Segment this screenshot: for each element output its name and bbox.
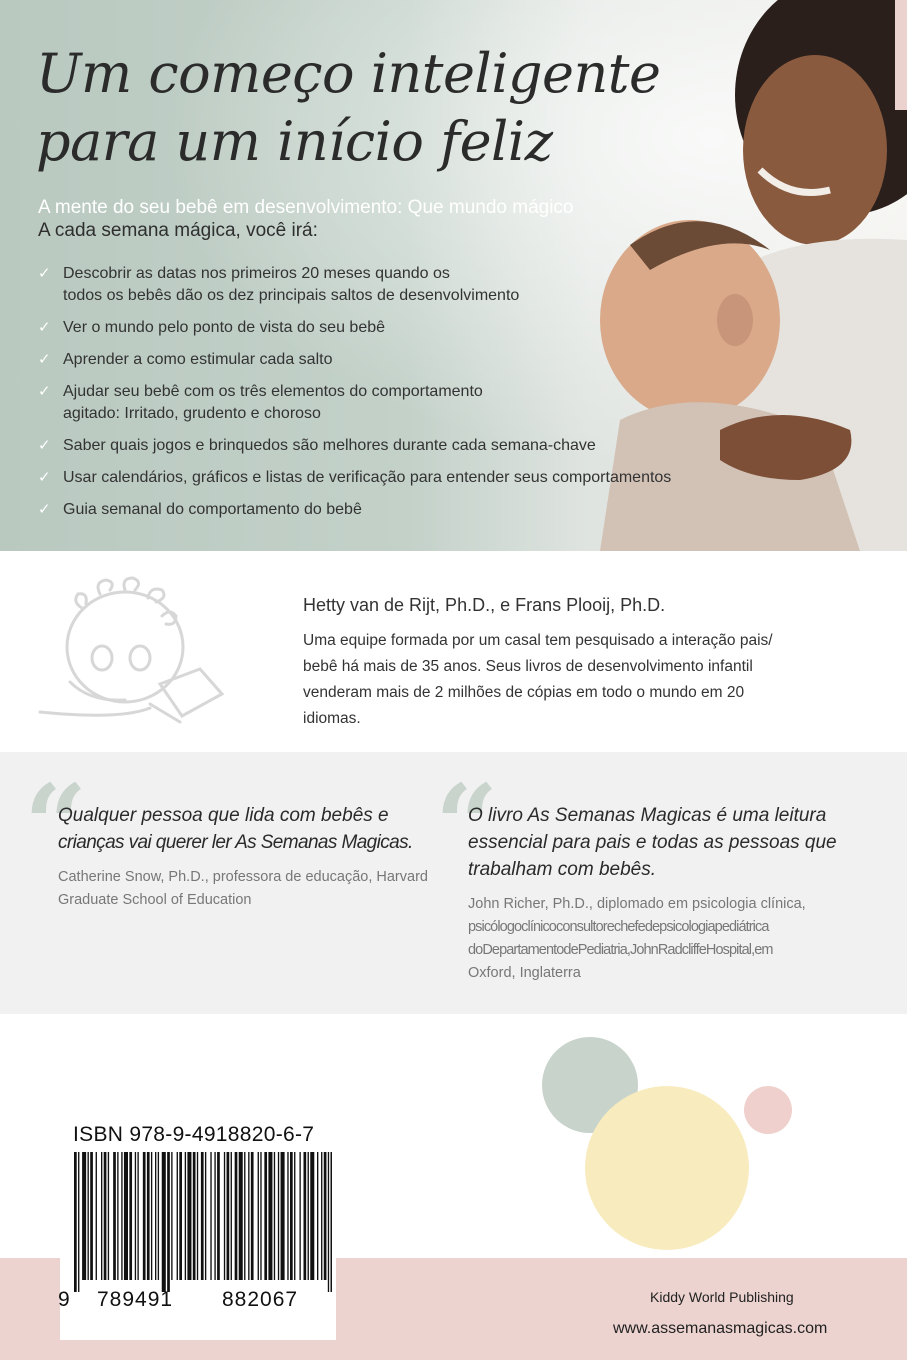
pink-edge-accent	[895, 0, 907, 110]
barcode-bar	[113, 1152, 116, 1280]
check-icon: ✓	[38, 437, 51, 454]
barcode-bar	[268, 1152, 272, 1280]
barcode-bar	[117, 1152, 118, 1280]
barcode-bar	[124, 1152, 128, 1280]
attribution-line: Graduate School of Education	[58, 892, 252, 908]
barcode-bar	[324, 1152, 327, 1280]
barcode-bar	[278, 1152, 279, 1280]
barcode-bar	[101, 1152, 102, 1280]
barcode-digits-right: 882067	[222, 1288, 299, 1311]
barcode-bar	[260, 1152, 261, 1280]
check-icon: ✓	[38, 319, 51, 336]
quote-line: crianças vai querer ler As Semanas Magicas.	[58, 832, 413, 853]
barcode-bar	[235, 1152, 238, 1280]
website-url[interactable]: www.assemanasmagicas.com	[613, 1320, 828, 1337]
barcode-bar	[90, 1152, 93, 1280]
barcode-bar	[201, 1152, 204, 1280]
barcode-bar	[281, 1152, 285, 1280]
list-item	[38, 263, 718, 307]
intro-line-1: A mente do seu bebê em desenvolvimento: Que mundo mágico	[38, 197, 574, 218]
barcode-bar	[264, 1152, 267, 1280]
list-item	[38, 467, 718, 489]
author-bio-line: bebê há mais de 35 anos. Seus livros de desenvolvimento infantil	[303, 658, 753, 675]
quote-mark-icon: “	[24, 760, 88, 889]
list-item-line-1: Aprender a como estimular cada salto	[63, 351, 333, 368]
list-item-line-1: Guia semanal do comportamento do bebê	[63, 501, 362, 518]
barcode-bar	[248, 1152, 249, 1280]
barcode-bar	[129, 1152, 132, 1280]
author-bio-line: idiomas.	[303, 710, 361, 727]
barcode-bar	[143, 1152, 146, 1280]
barcode-bar	[308, 1152, 309, 1280]
barcode-digit-first: 9	[58, 1288, 71, 1311]
barcode-bar	[331, 1152, 333, 1292]
isbn-label: ISBN 978-9-4918820-6-7	[73, 1123, 315, 1146]
barcode-bar	[137, 1152, 138, 1280]
barcode-bar	[108, 1152, 109, 1280]
author-names: Hetty van de Rijt, Ph.D., e Frans Plooij, Ph.D.	[303, 595, 666, 615]
intro	[38, 196, 574, 242]
attribution-line: Oxford, Inglaterra	[468, 965, 581, 981]
quote-attribution	[58, 866, 438, 912]
barcode-bar	[317, 1152, 318, 1280]
barcode-bar	[290, 1152, 293, 1280]
barcode-bar	[162, 1152, 166, 1292]
quote-mark-icon: “	[435, 760, 499, 889]
list-item-line-1: Ver o mundo pelo ponto de vista do seu bebê	[63, 319, 386, 336]
barcode-bar	[167, 1152, 170, 1292]
list-item	[38, 381, 718, 425]
testimonials-section	[0, 752, 907, 1014]
barcode-bar	[328, 1152, 329, 1292]
barcode-bar	[214, 1152, 215, 1280]
barcode-bar	[294, 1152, 295, 1280]
barcode-bar	[187, 1152, 191, 1280]
list-item-line-1: Ajudar seu bebê com os três elementos do comportamento	[63, 383, 483, 400]
barcode-bar	[287, 1152, 288, 1280]
check-icon: ✓	[38, 469, 51, 486]
list-item-line-2: agitado: Irritado, grudento e choroso	[63, 405, 321, 422]
barcode-bar	[171, 1152, 172, 1280]
list-item	[38, 435, 718, 457]
barcode-bar	[78, 1152, 79, 1292]
hero-section	[0, 0, 907, 551]
barcode-bar	[104, 1152, 107, 1280]
barcode-bar	[231, 1152, 232, 1280]
barcode-bar	[185, 1152, 186, 1280]
barcode-bar	[210, 1152, 211, 1280]
pink-circle	[744, 1086, 792, 1134]
benefits-list	[38, 263, 718, 531]
headline-line-2: para um início feliz	[36, 110, 553, 173]
list-item	[38, 349, 718, 371]
barcode-bar	[179, 1152, 182, 1280]
headline	[36, 40, 660, 176]
barcode-bar	[193, 1152, 196, 1280]
baby-reading-illustration	[30, 572, 250, 732]
attribution-line: Catherine Snow, Ph.D., professora de educação, Harvard	[58, 869, 428, 885]
barcode-bar	[151, 1152, 152, 1280]
quote-attribution	[468, 893, 848, 985]
author-bio-line: Uma equipe formada por um casal tem pesquisado a interação pais/	[303, 632, 773, 649]
barcode-bar	[239, 1152, 243, 1280]
attribution-line: doDepartamentodePediatria,JohnRadcliffeHospital,em	[468, 942, 773, 958]
attribution-line: John Richer, Ph.D., diplomado em psicologia clínica,	[468, 896, 806, 912]
attribution-line: psicólogoclínicoconsultorechefedepsicologiapediátrica	[468, 919, 769, 935]
barcode-bar	[224, 1152, 225, 1280]
author-bio	[303, 628, 808, 732]
barcode-bar	[205, 1152, 206, 1280]
barcode-bar	[74, 1152, 77, 1292]
barcode-bar	[135, 1152, 136, 1280]
list-item	[38, 317, 718, 339]
barcode-bar	[197, 1152, 198, 1280]
author-bio-line: venderam mais de 2 milhões de cópias em todo o mundo em 20	[303, 684, 745, 701]
barcode-bar	[304, 1152, 307, 1280]
quote-line: Qualquer pessoa que lida com bebês e	[58, 805, 389, 826]
headline-line-1: Um começo inteligente	[36, 42, 661, 105]
barcode-bar	[82, 1152, 86, 1280]
barcode-bar	[155, 1152, 156, 1280]
quote-line: O livro As Semanas Magicas é uma leitura	[468, 805, 827, 826]
quote-line: essencial para pais e todas as pessoas que	[468, 832, 837, 853]
barcode-bar	[244, 1152, 245, 1280]
barcode-bar	[217, 1152, 220, 1280]
check-icon: ✓	[38, 265, 51, 282]
barcode-bar	[121, 1152, 122, 1280]
barcode-bar	[177, 1152, 178, 1280]
barcode-bar	[251, 1152, 254, 1280]
barcode-icon	[74, 1152, 332, 1292]
quote-text	[468, 802, 858, 883]
barcode-bar	[274, 1152, 275, 1280]
barcode-bar	[310, 1152, 314, 1280]
barcode-bar	[158, 1152, 159, 1280]
quote-line: trabalham com bebês.	[468, 859, 656, 880]
barcode-digits-left: 789491	[97, 1288, 174, 1311]
check-icon: ✓	[38, 351, 51, 368]
list-item-line-1: Saber quais jogos e brinquedos são melhores durante cada semana-chave	[63, 437, 596, 454]
intro-line-2: A cada semana mágica, você irá:	[38, 220, 318, 241]
barcode-bar	[96, 1152, 97, 1280]
check-icon: ✓	[38, 383, 51, 400]
list-item-line-2: todos os bebês dão os dez principais saltos de desenvolvimento	[63, 287, 520, 304]
quote-text	[58, 802, 448, 856]
list-item	[38, 499, 718, 521]
check-icon: ✓	[38, 501, 51, 518]
barcode-bar	[299, 1152, 300, 1280]
yellow-circle	[585, 1086, 749, 1250]
barcode-bar	[321, 1152, 322, 1280]
barcode-bar	[147, 1152, 150, 1280]
barcode-bar	[88, 1152, 89, 1280]
barcode-bar	[258, 1152, 259, 1280]
list-item-line-1: Descobrir as datas nos primeiros 20 meses quando os	[63, 265, 450, 282]
decorative-circles	[530, 1030, 810, 1250]
list-item-line-1: Usar calendários, gráficos e listas de verificação para entender seus comportamentos	[63, 469, 672, 486]
barcode-bar	[227, 1152, 230, 1280]
publisher-name: Kiddy World Publishing	[650, 1289, 794, 1305]
